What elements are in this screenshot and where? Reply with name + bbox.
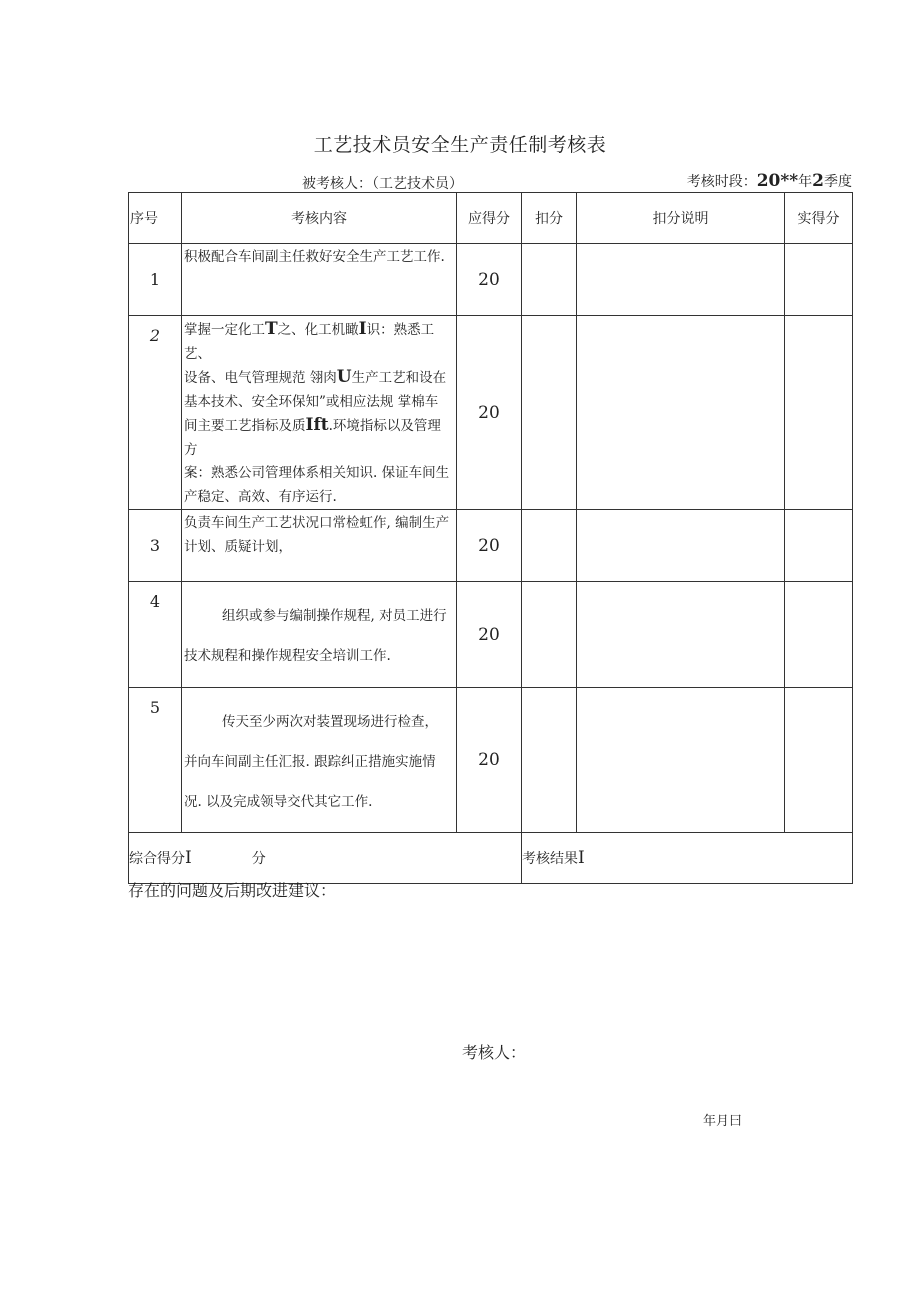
period-year-unit: 年 [798, 174, 813, 190]
row-due-score: 20 [457, 316, 522, 510]
row-reason-cell [577, 582, 785, 688]
row-content-line [184, 414, 453, 462]
text-fragment: I [358, 319, 367, 339]
table-header-row [129, 193, 853, 244]
total-row [129, 833, 853, 884]
row-content-line [184, 318, 453, 366]
row-actual-cell [785, 688, 853, 833]
row-number: 1 [129, 244, 182, 316]
problems-label: 存在的问题及后期改进建议： [128, 881, 337, 900]
row-content [182, 688, 457, 833]
row-content-line: 况. 以及完成领导交代其它工作. [184, 794, 373, 810]
row-number: 2 [129, 316, 182, 510]
period-quarter-unit: 季度 [824, 174, 852, 190]
text-fragment: 识：熟悉工艺、 [184, 322, 435, 362]
text-fragment: T [265, 319, 278, 339]
row-actual-cell [785, 244, 853, 316]
row-reason-cell [577, 688, 785, 833]
row-content-line: 并向车间副主任汇报. 跟踪纠正措施实施情 [184, 754, 436, 770]
text-fragment: U [336, 367, 352, 387]
table-row [129, 688, 853, 833]
period-text: 考核时段： [686, 174, 757, 190]
text-fragment: 掌握一定化工 [184, 322, 265, 338]
row-content-line: 基本技术、安全环保知”或相应法规 掌棉车 [184, 393, 439, 410]
total-score-unit: 分 [251, 851, 266, 867]
assessment-table [128, 192, 853, 884]
row-reason-cell [577, 244, 785, 316]
row-content-line: 传天至少两次对装置现场进行检查， [222, 714, 438, 730]
text-fragment: Ift [305, 415, 329, 435]
header-due-score: 应得分 [457, 193, 522, 244]
result-mark: I [578, 848, 585, 868]
result-cell [522, 833, 853, 884]
row-reason-cell [577, 510, 785, 582]
row-deduction-cell [522, 510, 577, 582]
row-content-line: 产稳定、高效、有序运行. [184, 488, 337, 505]
header-content: 考核内容 [182, 193, 457, 244]
result-label: 考核结果 [522, 851, 578, 867]
text-fragment: 间主要工艺指标及质 [184, 418, 306, 434]
total-score-cell [129, 833, 522, 884]
table-row [129, 316, 853, 510]
row-content-line: 组织或参与编制操作规程, 对员工进行 [222, 608, 447, 624]
header-deduction: 扣分 [522, 193, 577, 244]
text-fragment: 之、化工机瞰 [277, 322, 359, 338]
row-number: 4 [129, 582, 182, 688]
row-number: 3 [129, 510, 182, 582]
row-actual-cell [785, 582, 853, 688]
period-year-value: 20** [756, 171, 799, 191]
period-quarter-value: 2 [812, 171, 824, 191]
row-content [182, 316, 457, 510]
text-fragment: .环境指标以及管理方 [184, 418, 441, 458]
row-due-score: 20 [457, 510, 522, 582]
header-deduction-reason: 扣分说明 [577, 193, 785, 244]
total-score-mark: I [185, 848, 192, 868]
header-seq: 序号 [129, 193, 182, 244]
row-content-line: 案：熟悉公司管理体系相关知识. 保证车间生 [184, 465, 450, 481]
page-title: 工艺技术员安全生产责任制考核表 [313, 134, 607, 156]
row-due-score: 20 [457, 582, 522, 688]
row-content-line: 负责车间生产工艺状况口常检虹作, 编制生产 [184, 515, 450, 531]
assessee-label: 被考核人：（工艺技术员） [302, 176, 463, 192]
row-deduction-cell [522, 244, 577, 316]
table-row [129, 510, 853, 582]
table-row [129, 244, 853, 316]
row-content [182, 510, 457, 582]
table-row [129, 582, 853, 688]
row-content [182, 244, 457, 316]
period-label [687, 171, 852, 191]
row-due-score: 20 [457, 688, 522, 833]
date-label: 年月曰 [703, 1114, 743, 1129]
row-content-line: 技术规程和操作规程安全培训工作. [184, 648, 391, 664]
row-deduction-cell [522, 688, 577, 833]
row-deduction-cell [522, 582, 577, 688]
total-score-label: 综合得分 [129, 851, 185, 867]
row-content-line: 积极配合车间副主任救好安全生产工艺工作. [184, 249, 445, 265]
assessor-label: 考核人： [462, 1043, 527, 1062]
row-content-line: 计划、质疑计划， [184, 538, 292, 555]
row-reason-cell [577, 316, 785, 510]
text-fragment: 生产工艺和设在 [351, 370, 447, 386]
row-number: 5 [129, 688, 182, 833]
header-actual-score: 实得分 [785, 193, 853, 244]
row-content-line [184, 366, 453, 391]
row-deduction-cell [522, 316, 577, 510]
text-fragment: 设备、电气管理规范 翎肉 [184, 370, 337, 386]
row-actual-cell [785, 316, 853, 510]
row-due-score: 20 [457, 244, 522, 316]
row-content [182, 582, 457, 688]
row-actual-cell [785, 510, 853, 582]
